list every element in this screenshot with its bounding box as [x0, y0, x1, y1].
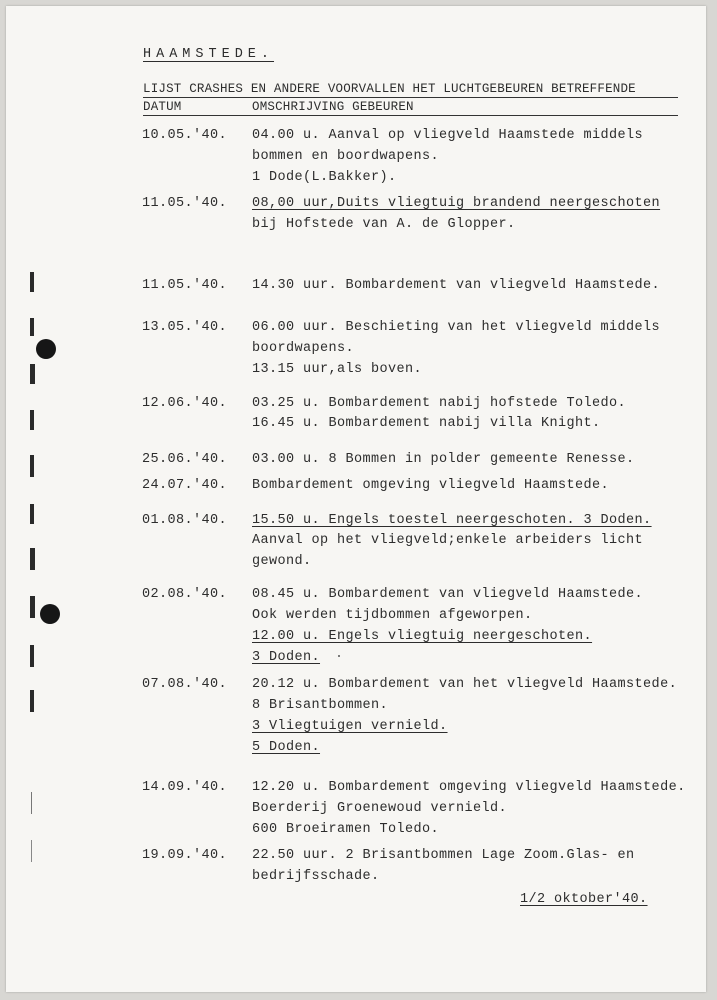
binder-mark: [30, 318, 34, 336]
entry-line: Aanval op het vliegveld;enkele arbeiders licht: [252, 533, 644, 548]
entry-line: 20.12 u. Bombardement van het vliegveld Haamstede.: [252, 677, 678, 692]
list-heading: LIJST CRASHES EN ANDERE VOORVALLEN HET LUCHTGEBEUREN BETREFFENDE: [143, 82, 636, 96]
entry-date: 25.06.'40.: [142, 452, 228, 467]
entry-line: 600 Broeiramen Toledo.: [252, 822, 440, 837]
column-header-date: DATUM: [143, 100, 182, 114]
entry-date: 01.08.'40.: [142, 513, 228, 528]
entry-line: bommen en boordwapens.: [252, 149, 440, 164]
entry-line: bij Hofstede van A. de Glopper.: [252, 217, 516, 232]
entry-line: Boerderij Groenewoud vernield.: [252, 801, 508, 816]
entry-line: Bombardement omgeving vliegveld Haamstede.: [252, 478, 610, 493]
entry-date: 13.05.'40.: [142, 320, 228, 335]
entry-line: 14.30 uur. Bombardement van vliegveld Haamstede.: [252, 278, 661, 293]
entry-date: 12.06.'40.: [142, 396, 228, 411]
column-header-description: OMSCHRIJVING GEBEUREN: [252, 100, 414, 114]
entry-line: 06.00 uur. Beschieting van het vliegveld middels: [252, 320, 661, 335]
entry-line: 12.20 u. Bombardement omgeving vliegveld Haamstede.: [252, 780, 686, 795]
binder-mark: [30, 645, 34, 667]
entry-line: bedrijfsschade.: [252, 869, 380, 884]
binder-mark: [30, 410, 34, 430]
binder-mark: [30, 548, 35, 570]
entry-line: 5 Doden.: [252, 740, 321, 755]
punch-hole: [40, 604, 60, 624]
entry-line: 08.45 u. Bombardement van vliegveld Haamstede.: [252, 587, 644, 602]
entry-date: 11.05.'40.: [142, 278, 228, 293]
binder-mark: [31, 840, 32, 862]
entry-date: 02.08.'40.: [142, 587, 228, 602]
binder-mark: [30, 690, 34, 712]
entry-line: gewond.: [252, 554, 312, 569]
binder-mark: [30, 596, 35, 618]
entry-line: 3 Doden.: [252, 650, 321, 665]
entry-line: 03.25 u. Bombardement nabij hofstede Toledo.: [252, 396, 627, 411]
entry-line: 15.50 u. Engels toestel neergeschoten. 3 Doden.: [252, 513, 652, 528]
column-header-rule: [143, 115, 678, 116]
entry-line: 3 Vliegtuigen vernield.: [252, 719, 448, 734]
entry-line: 03.00 u. 8 Bommen in polder gemeente Renesse.: [252, 452, 635, 467]
entry-line: 8 Brisantbommen.: [252, 698, 389, 713]
entry-date: 19.09.'40.: [142, 848, 228, 863]
document-title: HAAMSTEDE.: [143, 47, 275, 62]
binder-mark: [30, 272, 34, 292]
entry-line: 04.00 u. Aanval op vliegveld Haamstede middels: [252, 128, 644, 143]
binder-mark: [31, 792, 32, 814]
entry-line: boordwapens.: [252, 341, 355, 356]
entry-line: 16.45 u. Bombardement nabij villa Knight.: [252, 416, 601, 431]
binder-mark: [30, 364, 35, 384]
entry-date: 24.07.'40.: [142, 478, 228, 493]
entry-line: 1 Dode(L.Bakker).: [252, 170, 397, 185]
entry-line: 13.15 uur,als boven.: [252, 362, 423, 377]
entry-line: Ook werden tijdbommen afgeworpen.: [252, 608, 533, 623]
entry-line: 08,00 uur,Duits vliegtuig brandend neergeschoten: [252, 196, 661, 211]
punch-hole: [36, 339, 56, 359]
binder-mark: [30, 504, 34, 524]
stray-dot: [338, 655, 340, 657]
heading-rule: [143, 97, 678, 98]
entry-date: 10.05.'40.: [142, 128, 228, 143]
entry-line: 12.00 u. Engels vliegtuig neergeschoten.: [252, 629, 593, 644]
entry-date: 07.08.'40.: [142, 677, 228, 692]
entry-date: 11.05.'40.: [142, 196, 228, 211]
entry-date: 14.09.'40.: [142, 780, 228, 795]
binder-mark: [30, 455, 34, 477]
document-date-footer: 1/2 oktober'40.: [520, 892, 648, 907]
entry-line: 22.50 uur. 2 Brisantbommen Lage Zoom.Glas- en: [252, 848, 635, 863]
